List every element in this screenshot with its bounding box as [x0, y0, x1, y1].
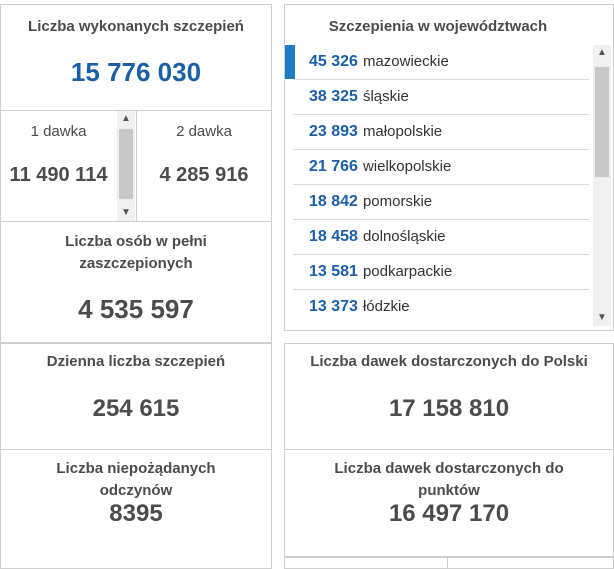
dose1-scrollbar[interactable] — [117, 111, 135, 221]
delivered-points-card — [284, 449, 614, 557]
fully-vaccinated-value: 4 535 597 — [78, 294, 194, 324]
region-count: 13 373 — [309, 298, 358, 315]
chevron-down-icon[interactable]: ▼ — [597, 312, 607, 323]
delivered-poland-title: Liczba dawek dostarczonych do Polski — [310, 353, 588, 370]
region-name: dolnośląskie — [362, 228, 446, 245]
delivered-poland-card — [284, 343, 614, 450]
dose2-title: 2 dawka — [176, 123, 232, 140]
adverse-reactions-value: 8395 — [109, 500, 163, 527]
chevron-up-icon[interactable]: ▲ — [121, 113, 131, 124]
total-vaccinations-value: 15 776 030 — [70, 57, 202, 87]
regions-scroll-thumb[interactable] — [595, 67, 609, 177]
region-count: 13 581 — [309, 263, 358, 280]
daily-vaccinations-title: Dzienna liczba szczepień — [46, 353, 226, 370]
region-count: 21 766 — [309, 158, 358, 175]
dose2-value: 4 285 916 — [159, 164, 249, 186]
regions-list[interactable] — [285, 45, 591, 324]
region-name: podkarpackie — [362, 263, 453, 280]
daily-vaccinations-card — [0, 343, 272, 450]
delivered-points-value: 16 497 170 — [388, 500, 510, 527]
region-row[interactable] — [293, 80, 589, 115]
regions-card — [284, 4, 614, 331]
dose1-title: 1 dawka — [30, 123, 87, 140]
region-row[interactable] — [293, 255, 589, 290]
region-count: 18 458 — [309, 228, 358, 245]
region-count: 45 326 — [309, 53, 358, 70]
dose1-card — [0, 110, 137, 222]
region-name: wielkopolskie — [362, 158, 452, 175]
region-name: pomorskie — [362, 193, 433, 210]
dose2-card — [136, 110, 272, 222]
region-count: 18 842 — [309, 193, 358, 210]
adverse-reactions-title: Liczba niepożądanych odczynów — [56, 460, 216, 499]
total-vaccinations-title: Liczba wykonanych szczepień — [28, 18, 244, 35]
region-row[interactable] — [293, 150, 589, 185]
delivered-poland-value: 17 158 810 — [388, 395, 510, 422]
chevron-up-icon[interactable]: ▲ — [597, 47, 607, 58]
region-row[interactable] — [293, 220, 589, 255]
region-name: mazowieckie — [362, 53, 449, 70]
region-count: 23 893 — [309, 123, 358, 140]
region-row[interactable] — [293, 45, 589, 80]
region-row[interactable] — [293, 185, 589, 220]
region-row[interactable] — [293, 290, 589, 324]
bottom-panel-strip — [284, 557, 614, 569]
chevron-down-icon[interactable]: ▼ — [121, 207, 131, 218]
region-row[interactable] — [293, 115, 589, 150]
total-vaccinations-card — [0, 4, 272, 111]
region-name: łódzkie — [362, 298, 410, 315]
regions-title: Szczepienia w województwach — [328, 18, 548, 35]
fully-vaccinated-card — [0, 221, 272, 343]
dose1-scroll-thumb[interactable] — [119, 129, 133, 199]
region-name: śląskie — [362, 88, 409, 105]
fully-vaccinated-title: Liczba osób w pełni zaszczepionych — [65, 233, 207, 272]
dose1-value: 11 490 114 — [9, 164, 108, 186]
regions-scrollbar[interactable] — [593, 45, 611, 326]
region-name: małopolskie — [362, 123, 443, 140]
delivered-points-title: Liczba dawek dostarczonych do punktów — [334, 460, 564, 499]
adverse-reactions-card — [0, 449, 272, 569]
daily-vaccinations-value: 254 615 — [92, 395, 180, 422]
region-count: 38 325 — [309, 88, 358, 105]
